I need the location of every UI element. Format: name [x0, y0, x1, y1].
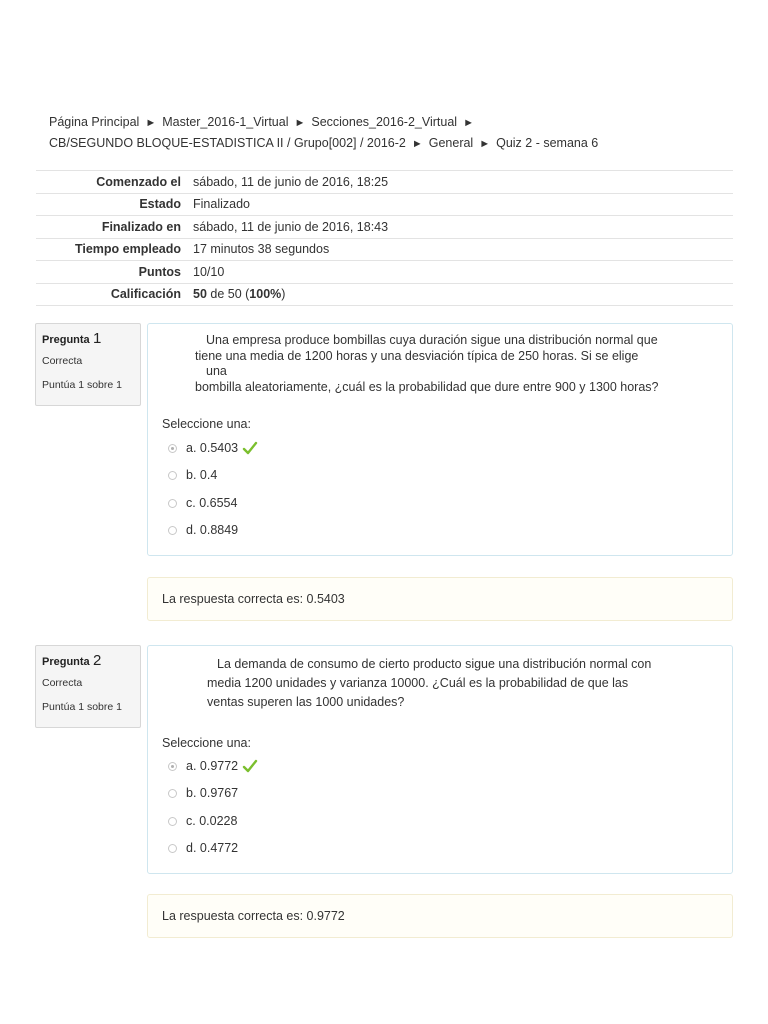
summary-label: Tiempo empleado [74, 242, 181, 257]
summary-value: sábado, 11 de junio de 2016, 18:43 [193, 219, 389, 234]
triangle-right-icon: ► [463, 117, 474, 129]
check-icon [242, 441, 258, 455]
question-state: Correcta [42, 677, 83, 689]
question-2-content [147, 645, 733, 874]
correct-answer-text: La respuesta correcta es: 0.5403 [162, 592, 345, 606]
triangle-right-icon: ► [479, 138, 491, 150]
question-text-line: Una empresa produce bombillas cuya duración sigue una distribución normal que [206, 333, 658, 347]
question-text-line: ventas superen las 1000 unidades? [207, 695, 405, 709]
select-one-prompt: Seleccione una: [162, 417, 251, 431]
option-label: a. 0.5403 [186, 441, 239, 455]
select-one-prompt: Seleccione una: [162, 736, 251, 750]
summary-value: Finalizado [193, 197, 250, 212]
radio-button-selected[interactable] [168, 762, 177, 771]
question-state: Correcta [42, 355, 83, 367]
question-1-info [35, 323, 141, 406]
grade-close: ) [281, 287, 286, 302]
breadcrumb-master-link[interactable]: Master_2016-1_Virtual [162, 115, 289, 129]
answer-option-c[interactable] [168, 494, 237, 512]
summary-label: Calificación [110, 287, 181, 302]
option-label: d. 0.4772 [186, 841, 239, 855]
option-label: c. 0.0228 [186, 814, 238, 828]
question-text-line: La demanda de consumo de cierto producto sigue una distribución normal con [217, 657, 652, 671]
summary-row [36, 261, 733, 284]
summary-value: 17 minutos 38 segundos [193, 242, 330, 257]
summary-label: Puntos [138, 264, 181, 279]
question-number: 1 [93, 330, 102, 347]
radio-button[interactable] [168, 499, 177, 508]
question-text-line: bombilla aleatoriamente, ¿cuál es la probabilidad que dure entre 900 y 1300 horas? [195, 380, 659, 394]
question-label: Pregunta [42, 656, 90, 668]
summary-value: 10/10 [193, 264, 225, 279]
answer-option-a[interactable] [168, 439, 258, 457]
breadcrumb-secciones-link[interactable]: Secciones_2016-2_Virtual [311, 115, 458, 129]
radio-button[interactable] [168, 471, 177, 480]
summary-label: Estado [139, 197, 181, 212]
breadcrumb-home-link[interactable]: Página Principal [49, 115, 140, 129]
breadcrumb-quiz-link[interactable]: Quiz 2 - semana 6 [496, 136, 599, 150]
answer-option-b[interactable] [168, 466, 217, 484]
radio-button[interactable] [168, 526, 177, 535]
summary-label: Comenzado el [96, 174, 181, 189]
answer-option-c[interactable] [168, 812, 237, 830]
grade-score: 50 [193, 287, 207, 302]
summary-row [36, 216, 733, 239]
breadcrumb-course-link[interactable]: CB/SEGUNDO BLOQUE-ESTADISTICA II / Grupo[002] / 2016-2 [49, 136, 406, 150]
summary-grade-value [187, 283, 733, 306]
option-label: d. 0.8849 [186, 523, 239, 537]
summary-label: Finalizado en [101, 219, 181, 234]
breadcrumb [49, 112, 739, 154]
option-label: c. 0.6554 [186, 496, 238, 510]
triangle-right-icon: ► [411, 138, 423, 150]
question-grade: Puntúa 1 sobre 1 [42, 701, 122, 713]
correct-answer-text: La respuesta correcta es: 0.9772 [162, 909, 345, 923]
question-grade: Puntúa 1 sobre 1 [42, 379, 122, 391]
summary-row [36, 171, 733, 194]
breadcrumb-line-2 [49, 133, 739, 154]
summary-row-grade [36, 283, 733, 306]
question-1-feedback [147, 577, 733, 621]
answer-option-a[interactable] [168, 757, 258, 775]
option-label: b. 0.4 [186, 468, 218, 482]
check-icon [242, 759, 258, 773]
grade-percent: 100% [249, 287, 282, 302]
answer-option-b[interactable] [168, 784, 238, 802]
question-text-line: media 1200 unidades y varianza 10000. ¿Cuál es la probabilidad de que las [207, 676, 629, 690]
question-2-feedback [147, 894, 733, 938]
breadcrumb-line-1 [49, 112, 739, 133]
question-number: 2 [93, 652, 102, 669]
answer-option-d[interactable] [168, 521, 238, 539]
question-2-info [35, 645, 141, 728]
question-1-content [147, 323, 733, 556]
option-label: a. 0.9772 [186, 759, 239, 773]
radio-button[interactable] [168, 817, 177, 826]
triangle-right-icon: ► [145, 117, 157, 129]
summary-value: sábado, 11 de junio de 2016, 18:25 [193, 174, 389, 189]
breadcrumb-general-link[interactable]: General [428, 136, 474, 150]
question-label: Pregunta [42, 334, 90, 346]
radio-button[interactable] [168, 844, 177, 853]
grade-of: de 50 ( [206, 287, 250, 302]
question-text-line: tiene una media de 1200 horas y una desviación típica de 250 horas. Si se elige [195, 349, 639, 363]
attempt-summary-table [36, 170, 733, 306]
question-text-line: una [206, 364, 227, 378]
option-label: b. 0.9767 [186, 786, 239, 800]
summary-row [36, 238, 733, 261]
radio-button[interactable] [168, 789, 177, 798]
answer-option-d[interactable] [168, 839, 238, 857]
radio-button-selected[interactable] [168, 444, 177, 453]
summary-row [36, 193, 733, 216]
triangle-right-icon: ► [294, 117, 306, 129]
